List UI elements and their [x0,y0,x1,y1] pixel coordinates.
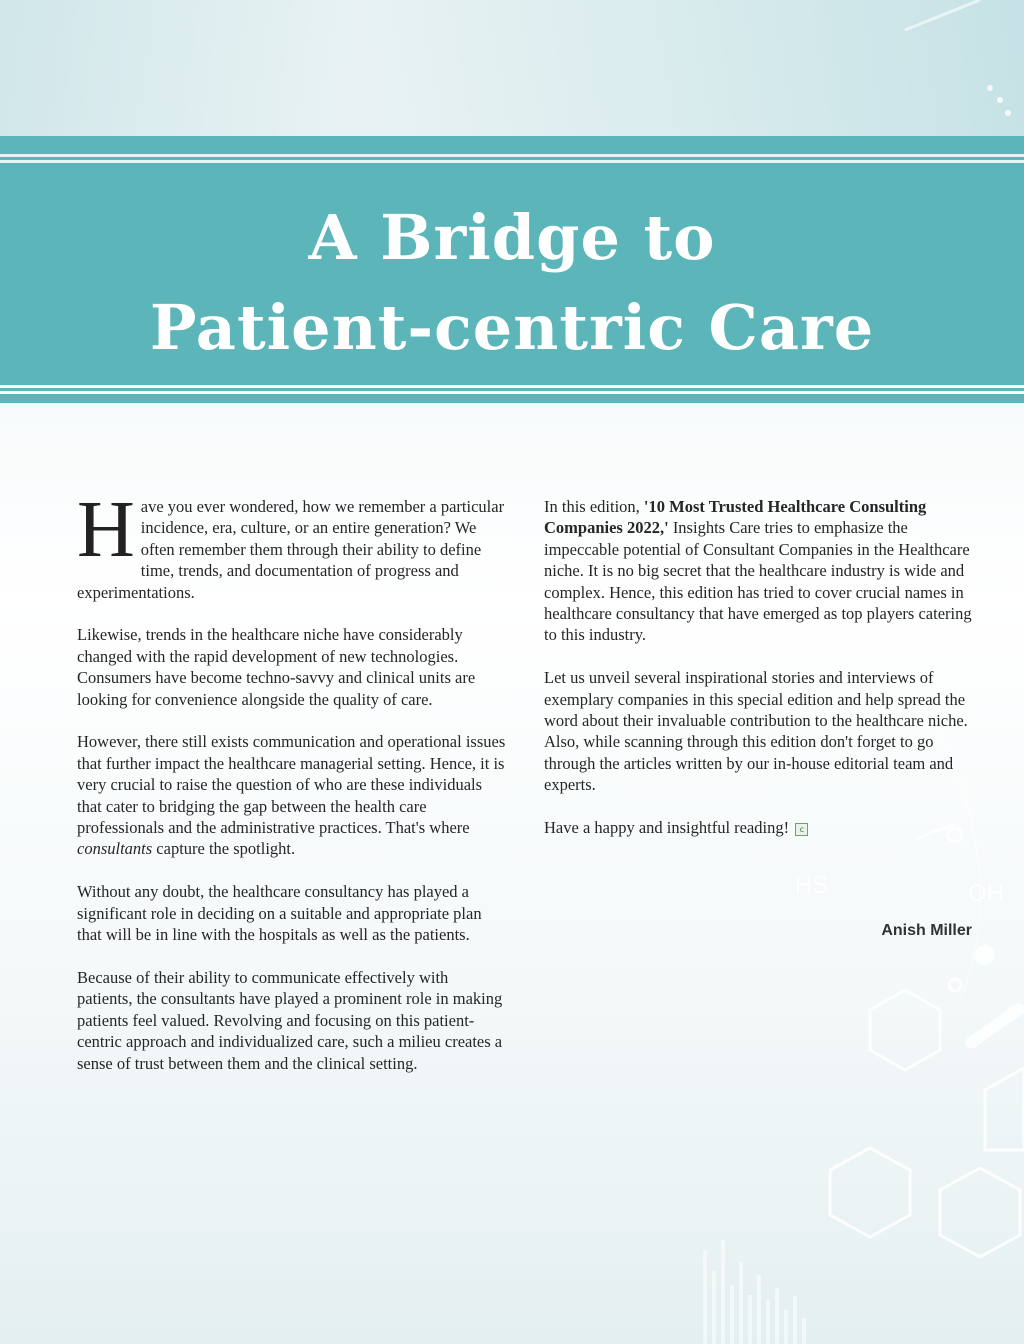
page-title [0,163,1024,373]
edition-paragraph [544,496,974,646]
communication-paragraph: Because of their ability to communicate effectively with patients, the consultants have played a prominent role in making patients feel valued. Revolving and focusing on this patient-centric approach and individualized care, such a milieu creates a sense of trust between them and the clinical setting. [77,967,503,1073]
intro-paragraph [77,486,507,603]
consultancy-role-paragraph: Without any doubt, the healthcare consultancy has played a significant role in deciding on a suitable and appropriate plan that will be in line with the hospitals as well as the patients. [77,882,482,945]
closing-paragraph [544,817,974,838]
title-banner [0,163,1024,385]
consultants-emphasis: consultants [77,839,153,859]
intro-text: ave you ever wondered, how we remember a particular incidence, era, culture, or an entire generation? We often remember them through their ability to define time, trends, and documentation of progress and experimentations. [77,497,505,602]
consultants-text: However, there still exists communication and operational issues that further impact the healthcare managerial setting. Hence, it is very crucial to raise the question of who are these individuals that cater to bridging the gap between the health care professionals and the administrative practices. That's where [77,732,506,838]
molecule-label-hs: HS [795,872,829,899]
edition-title: '10 Most Trusted Healthcare Consulting Companies 2022,' [544,497,927,538]
banner-bottom-thin-line [0,388,1024,391]
drop-cap: H [77,486,135,574]
end-mark-icon: c [795,823,808,836]
molecule-label-oh: OH [968,880,1004,907]
trends-paragraph: Likewise, trends in the healthcare niche have considerably changed with the rapid development of new technologies. Consumers have become techno-savvy and clinical units are looking for convenience alongside the quality of care. [77,625,476,709]
title-line-1: A Bridge to [308,201,716,274]
banner-top-thin-line [0,157,1024,160]
consultants-text-end: capture the spotlight. [152,839,296,859]
unveil-paragraph: Let us unveil several inspirational stories and interviews of exemplary companies in this special edition and help spread the word about their invaluable contribution to the healthcare niche. Also, while scanning through this edition don't forget to go through the articles written by our in-house editorial team and experts. [544,668,968,795]
title-line-2: Patient-centric Care [149,291,875,364]
right-column [544,496,974,860]
left-column [77,486,507,1095]
author-name: Anish Miller [881,922,972,939]
edition-text-start: In this edition, [544,497,644,516]
banner-bottom-stripe [0,394,1024,403]
consultants-paragraph [77,731,507,859]
closing-text: Have a happy and insightful reading! [544,818,790,838]
edition-text-end: Insights Care tries to emphasize the impeccable potential of Consultant Companies in the Healthcare niche. It is no big secret that the healthcare industry is wide and complex. Hence, this edition has tried to cover crucial names in healthcare consultancy that have emerged as top players catering to this industry. [544,518,972,645]
banner-top-stripe [0,136,1024,154]
